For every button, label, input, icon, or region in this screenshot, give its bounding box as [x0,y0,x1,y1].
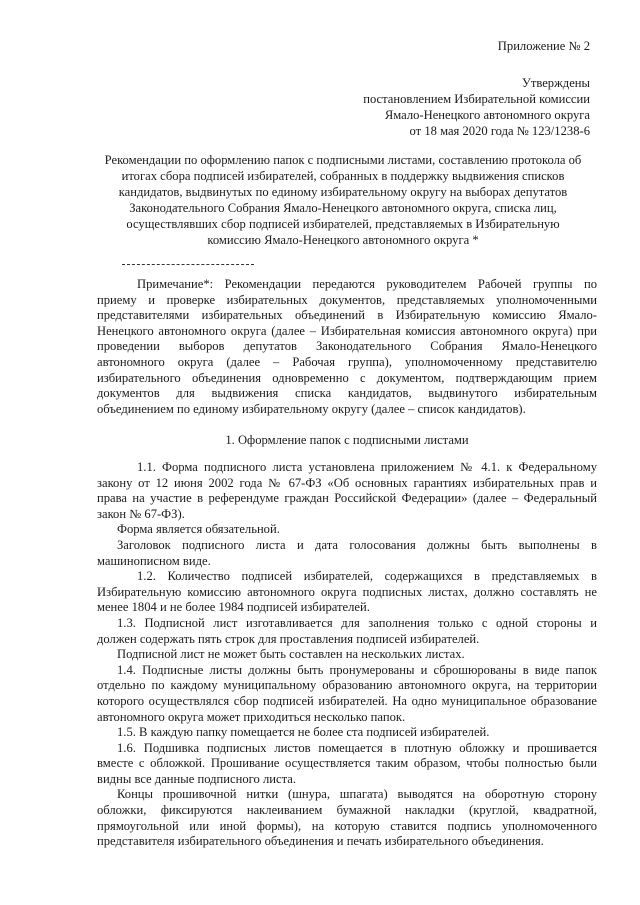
note-line: автономного округа (далее – Рабочая группа), уполномоченному представителю [97,354,597,369]
note-paragraph [97,277,597,417]
note-line: объединением по единому избирательному округу (далее – список кандидатов). [97,401,526,416]
section-heading: 1. Оформление папок с подписными листами [225,433,469,447]
body-line: отдельно по каждому муниципальному образованию автономного округа, на территории [97,678,597,693]
body-line: закон № 67-ФЗ). [97,506,185,521]
body-line: 1.4. Подписные листы должны быть пронумерованы и сброшюрованы в виде папок [117,662,597,677]
note-line: Примечание*: Рекомендации передаются руководителем Рабочей группы по [137,277,597,291]
body-line: Концы прошивочной нитки (шнура, шпагата) выводятся на оборотную сторону [117,787,597,802]
document-title [88,152,598,248]
body-line: права на участие в референдуме граждан Российской Федерации» (далее – Федеральный [97,491,597,506]
title-line: Законодательного Собрания Ямало-Ненецкого автономного округа, списка лиц, [129,201,557,215]
title-line: кандидатов, выдвинутых по единому избирательному округу на выборах депутатов [118,185,568,199]
title-line: итогах сбора подписей избирателей, собранных в поддержку выдвижения списков [121,169,565,183]
body-line: Избирательную комиссию автономного округа подписных листах, должно составлять не [97,584,597,599]
title-line: Рекомендации по оформлению папок с подписными листами, составлению протокола об [104,153,582,167]
body-line: 1.5. В каждую папку помещается не более ста подписей избирателей. [117,725,490,740]
body-line: видны все данные подписного листа. [97,771,296,786]
note-line: приему и проверке избирательных документов, представляемых уполномоченными [97,292,597,307]
approval-line-1: Утверждены [521,76,590,90]
note-line: представителями избирательных объединений в Избирательную комиссию Ямало- [97,308,597,323]
title-line: комиссию Ямало-Ненецкого автономного округа * [207,233,479,247]
body-line: Подписной лист не может быть составлен на нескольких листах. [117,647,465,662]
body-line: прямоугольной или иной формы), на которую ставится подпись уполномоченного [97,818,597,833]
body-line: закону от 12 июня 2002 года № 67-ФЗ «Об основных гарантиях избирательных прав и [97,475,597,490]
body-line: обложки, фиксируются наклеиванием бумажной накладки (круглой, квадратной, [97,803,597,818]
note-line: проведении выборов депутатов Законодательного Собрания Ямало-Ненецкого [97,339,597,354]
body-line: менее 1804 и не более 1984 подписей избирателей. [97,600,370,615]
body-line: 1.2. Количество подписей избирателей, содержащихся в представляемых в [137,569,597,584]
body-line: автономного округа может приходиться несколько папок. [97,709,406,724]
body-line: вместе с обложкой. Прошивание осуществляется таким образом, чтобы полностью были [97,756,597,771]
body-line: должен содержать пять строк для проставления подписей избирателей. [97,631,480,646]
body-line: 1.3. Подписной лист изготавливается для заполнения только с одной стороны и [117,615,597,630]
approval-line-4: от 18 мая 2020 года № 123/1238-6 [409,124,590,138]
body-line: Форма является обязательной. [117,522,280,537]
body-line: Заголовок подписного листа и дата голосования должны быть выполнены в [117,537,597,552]
footnote-separator [122,264,254,265]
note-line: документов для выдвижения списка кандидатов, выдвинутого избирательным [97,386,597,401]
note-line: избирательного объединения одновременно с документом, подтверждающим прием [97,370,597,385]
body-line: машинописном виде. [97,553,211,568]
body-line: 1.6. Подшивка подписных листов помещается в плотную обложку и прошивается [117,740,597,755]
note-line: Ненецкого автономного округа (далее – Избирательная комиссия автономного округа) при [97,323,597,338]
body-line: 1.1. Форма подписного листа установлена приложением № 4.1. к Федеральному [137,460,597,474]
title-line: осуществлявших сбор подписей избирателей, представляемых в Избирательную [126,217,560,231]
approval-line-3: Ямало-Ненецкого автономного округа [384,108,590,122]
appendix-label: Приложение № 2 [497,39,590,53]
body-line: которого осуществлялся сбор подписей избирателей. На одно муниципальное образование [97,693,597,708]
section-body [97,460,597,850]
approval-line-2: постановлением Избирательной комиссии [363,92,590,106]
body-line: представителя избирательного объединения и печать избирательного объединения. [97,834,544,849]
